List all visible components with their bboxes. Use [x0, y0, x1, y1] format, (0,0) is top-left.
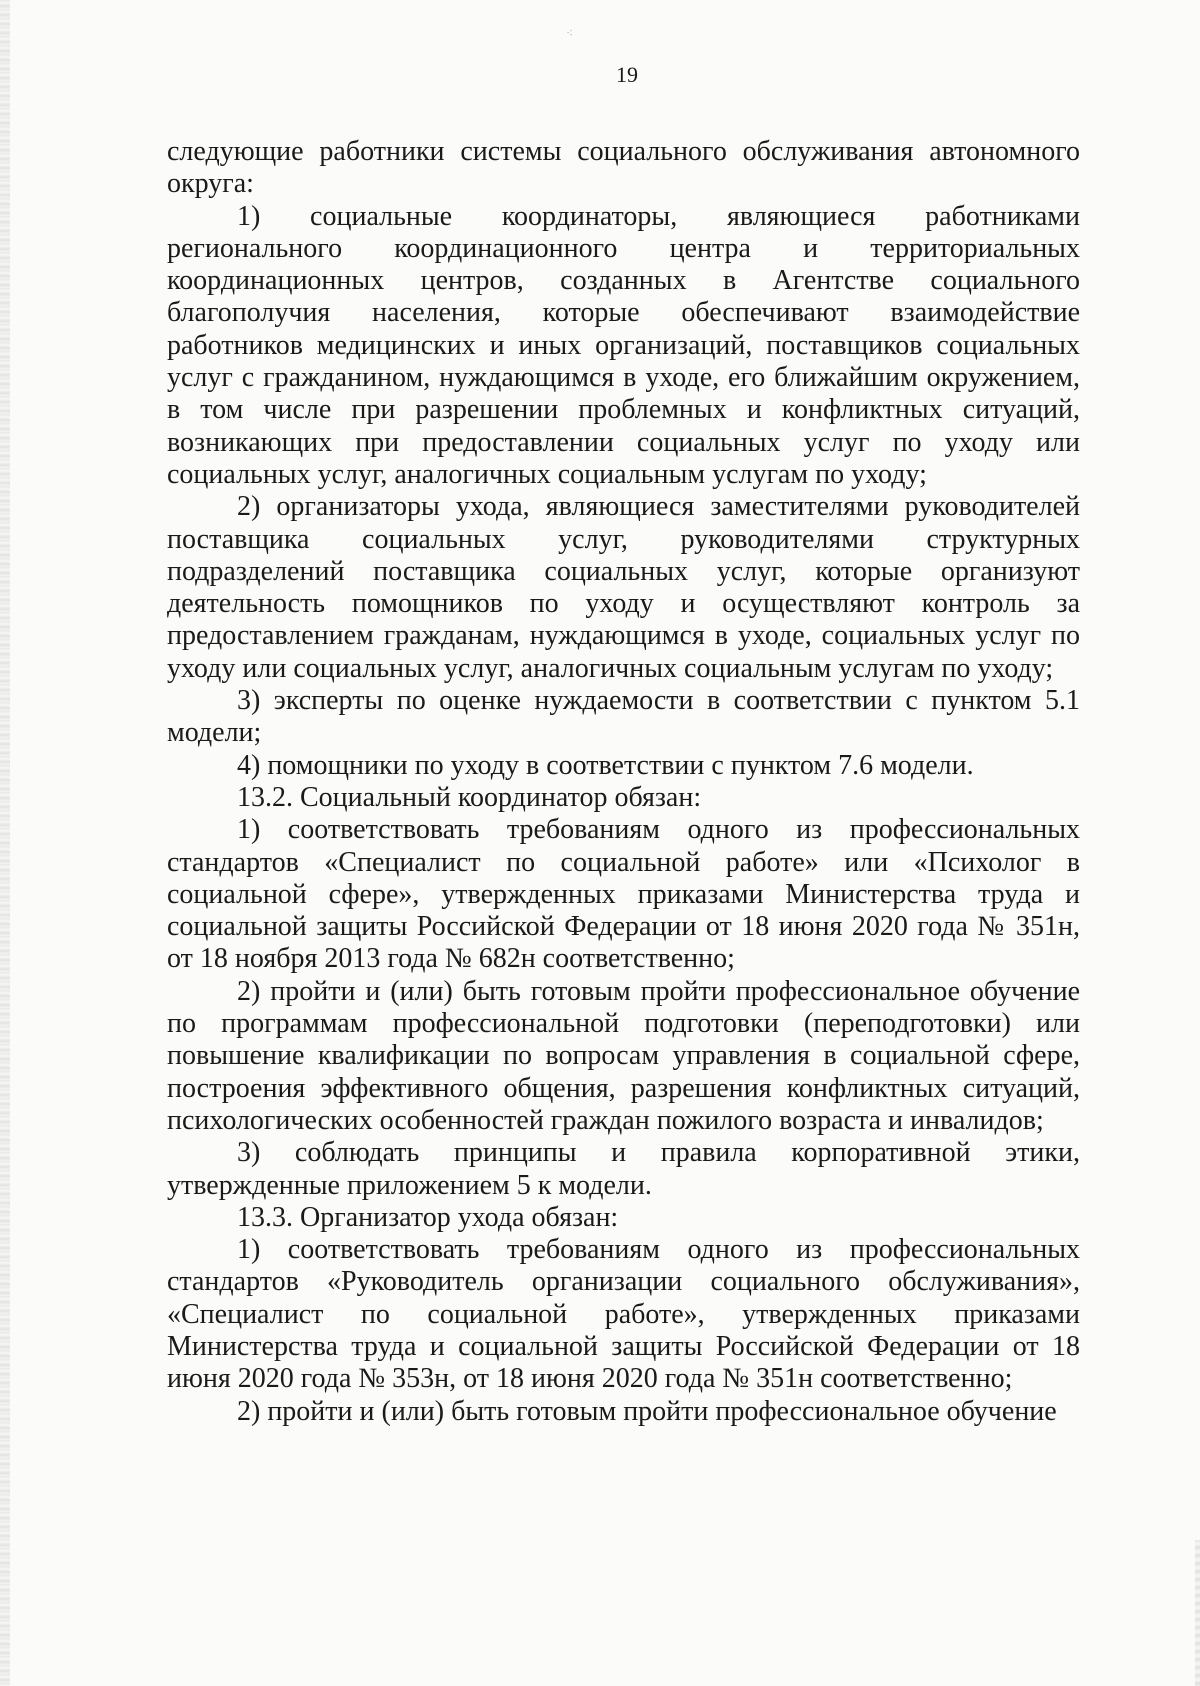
page-number: 19: [616, 62, 638, 87]
document-body: [167, 136, 1080, 1428]
paragraph-item-1-social-coordinators: 1) социальные координаторы, являющиеся работниками регионального координационного центра и территориальных координационных центров, созданных в Агентстве социального благополучия населения, которые обеспечивают взаимодействие работников медицинских и иных организаций, поставщиков социальных услуг с гражданином, нуждающимся в уходе, его ближайшим окружением, в том числе при разрешении проблемных и конфликтных ситуаций, возникающих при предоставлении социальных услуг по уходу или социальных услуг, аналогичных социальным услугам по уходу;: [167, 200, 1080, 490]
scan-edge-left: [0, 0, 10, 1686]
paragraph-13-3-item-2: 2) пройти и (или) быть готовым пройти профессиональное обучение: [237, 1395, 1057, 1427]
paragraph-section-13-2-heading: 13.2. Социальный координатор обязан:: [237, 781, 702, 813]
paragraph-item-3-experts: 3) эксперты по оценке нуждаемости в соответствии с пунктом 5.1 модели;: [167, 685, 1080, 749]
scan-speck: ⁖: [566, 26, 574, 40]
paragraph-item-2-care-organizers: 2) организаторы ухода, являющиеся заместителями руководителей поставщика социальных услуг, руководителями структурных подразделений поставщика социальных услуг, которые организуют деятельность помощников по уходу и осуществляют контроль за предоставлением гражданам, нуждающимся в уходе, социальных услуг по уходу или социальных услуг, аналогичных социальным услугам по уходу;: [167, 491, 1080, 684]
paragraph-13-2-item-3: 3) соблюдать принципы и правила корпоративной этики, утвержденные приложением 5 к модели.: [167, 1137, 1080, 1201]
paragraph-item-4-care-assistants: 4) помощники по уходу в соответствии с пунктом 7.6 модели.: [237, 749, 974, 781]
paragraph-13-2-item-1: 1) соответствовать требованиям одного из профессиональных стандартов «Специалист по социальной работе» или «Психолог в социальной сфере», утвержденных приказами Министерства труда и социальной защиты Российской Федерации от 18 июня 2020 года № 351н, от 18 ноября 2013 года № 682н соответственно;: [167, 814, 1080, 975]
scan-edge-right: [1195, 1540, 1200, 1686]
paragraph-13-2-item-2: 2) пройти и (или) быть готовым пройти профессиональное обучение по программам профессиональной подготовки (переподготовки) или повышение квалификации по вопросам управления в социальной сфере, построения эффективного общения, разрешения конфликтных ситуаций, психологических особенностей граждан пожилого возраста и инвалидов;: [167, 975, 1080, 1136]
paragraph-section-13-3-heading: 13.3. Организатор ухода обязан:: [237, 1201, 619, 1233]
paragraph-13-3-item-1: 1) соответствовать требованиям одного из профессиональных стандартов «Руководитель организации социального обслуживания», «Специалист по социальной работе», утвержденных приказами Министерства труда и социальной защиты Российской Федерации от 18 июня 2020 года № 353н, от 18 июня 2020 года № 351н соответственно;: [167, 1234, 1080, 1395]
paragraph-intro: следующие работники системы социального обслуживания автономного округа:: [167, 136, 1080, 200]
